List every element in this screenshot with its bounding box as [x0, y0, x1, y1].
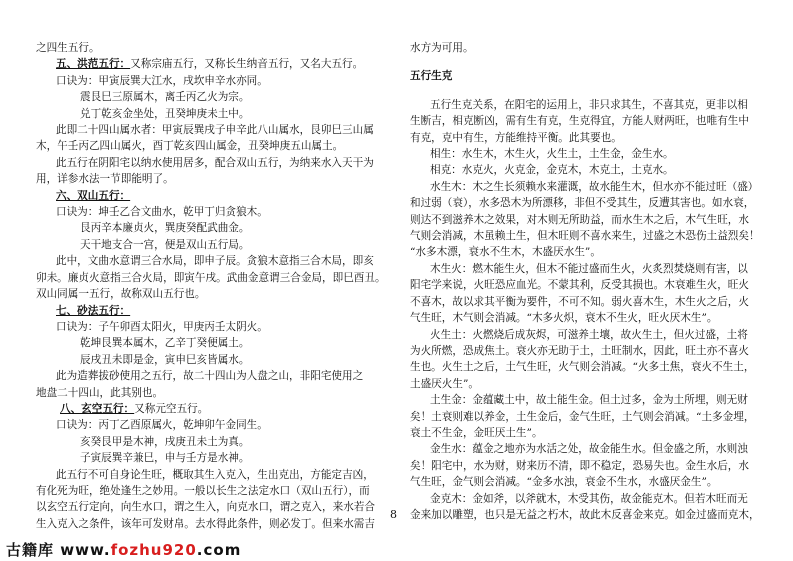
right-column: [410, 40, 768, 523]
right-text-line: 矣！土衰则难以养金，土生金后，金气生旺，土气则会消减。“土多金埋，: [410, 410, 755, 423]
left-text-line: 有化死为旺，绝处逢生之妙用。一般以长生之法定水口（双山五行），而: [36, 484, 370, 497]
left-text-line: 此即二十四山属水者：甲寅辰巽戌子申辛此八山属水，艮卯巳三山属: [56, 124, 374, 137]
section-heading: 六、双山五行：: [56, 189, 131, 202]
right-text-line: 矣！阳宅中，水为财，财来历不清，即不稳定，恐易失也。金生水后，水: [410, 459, 749, 472]
section-heading: 五、洪范五行：: [56, 58, 131, 71]
left-text-line: 此为造葬拔砂使用之五行，故二十四山为人盘之山，非阳宅使用之: [56, 370, 364, 383]
right-text-line: 气生旺，金气则会消减。“金多水浊，衰金不生水，水盛厌金生”。: [410, 476, 718, 489]
right-text-line: 水生木：木之生长须赖水来灌溉，故水能生木，但水亦不能过旺（盛）: [430, 180, 759, 193]
left-text-line: 生入克入之条件，该年可发财帛。去水得此条件，则必发丁。但来水需吉: [36, 517, 375, 530]
right-spacer: [410, 85, 768, 97]
right-text-line: 气则会消减，木虽赖土生，但木旺则不喜水来生，过盛之木恐伤土益烈矣！: [410, 230, 760, 243]
page-number: 8: [390, 508, 397, 521]
section-heading: 八、玄空五行：: [60, 402, 135, 415]
right-text-line: 木生火：燃木能生火，但木不能过盛而生火，火炙烈焚烧则有害，以: [430, 262, 748, 275]
left-text-line: 此五行在阴阳宅以纳水使用居多，配合双山五行，为纳来水入天干为: [56, 156, 374, 169]
footer-text: [6, 539, 241, 560]
right-text-line: 金生水：蕴金之地亦为水活之处，故金能生水。但金盛之所，水则浊: [430, 443, 748, 456]
footer-url-suffix: .com: [196, 541, 242, 559]
right-text-line: 生断吉，相克断凶，需有生有克，生克得宜，方能人财两旺，也唯有生中: [410, 115, 749, 128]
left-text-line: 此中，文曲水意谓三合水局，即申子辰。贪狼木意指三合木局，即亥: [56, 255, 374, 268]
section-heading: 七、砂法五行：: [56, 304, 131, 317]
right-text-line: 火生土：火燃烧后成灰烬，可滋养土壤，故火生土，但火过盛，土将: [430, 328, 748, 341]
right-text-line: 有克，克中有生，方能维持平衡。此其要也。: [410, 131, 622, 144]
right-text-line: 水方为可用。: [410, 42, 474, 54]
right-text-line: 金来加以雕塑，也只是无益之朽木，故此木反喜金来克。如金过盛而克木，: [410, 508, 760, 521]
left-text-line: 木，午壬丙乙四山属火，酉丁乾亥四山属金，丑癸坤庚五山属土。: [36, 140, 344, 153]
left-text-line: 以玄空五行定向，向生水口，谓之生入，向克水口，谓之克入，来水若合: [36, 501, 375, 514]
right-text-line: 和过弱（衰），水多恐木为所漂移，非但不受其生，反遭其害也。如水衰，: [410, 197, 755, 210]
left-text-line: 卯未。廉贞火意指三合火局，即寅午戌。武曲金意谓三合金局，即巳酉丑。: [36, 271, 386, 284]
section-heading: 五行生克: [410, 70, 453, 83]
section-heading-rest: 又称宗庙五行，又称长生纳音五行，又名大五行。: [130, 58, 364, 71]
right-text-line: 为火所燃，恐成焦土。衰火亦无助于土，土旺制水，因此，旺土亦不喜火: [410, 344, 749, 357]
left-text-line: 地盘二十四山，此其别也。: [36, 386, 164, 399]
left-text-line: 口诀为：甲寅辰巽大江水，戌坎申辛水亦同。: [56, 74, 268, 87]
left-text-line: 口诀为：子午卯酉太阳火，甲庚丙壬太阴火。: [56, 320, 268, 333]
right-spacer: [410, 56, 768, 68]
right-text-line: “水多木漂，衰水不生木，木盛厌水生”。: [410, 246, 601, 259]
left-text-line: 天干地支合一宫，便是双山五行局。: [80, 238, 250, 251]
right-text-line: 气生旺，木气则会消减。“木多火炽，衰木不生火，旺火厌木生”。: [410, 312, 718, 325]
right-text-line: 衰土不生金，金旺厌土生”。: [410, 426, 543, 439]
right-text-line: 金克木：金如斧，以斧就木，木受其伤，故金能克木。但若木旺而无: [430, 492, 748, 505]
left-text-line: [36, 401, 398, 417]
right-text-line: 生也。火生土之后，土气生旺，火气则会消减。“火多土焦，衰火不生土，: [410, 361, 755, 374]
left-text-line: 子寅辰巽辛兼巳，申与壬方是水神。: [80, 452, 250, 465]
left-text-line: 口诀为：坤壬乙合文曲水，乾甲丁归贪狼木。: [56, 206, 268, 219]
right-text-line: [410, 68, 768, 84]
left-column: [36, 40, 398, 532]
left-text-line: 之四生五行。: [36, 42, 100, 54]
section-heading-rest: 又称元空五行。: [134, 402, 209, 415]
right-text-line: 五行生克关系，在阳宅的运用上，非只求其生，不喜其克，更非以相: [430, 98, 748, 111]
left-text-line: 辰戌丑未即是金，寅申巳亥皆属水。: [80, 353, 250, 366]
right-text-line: 阳宅学来说，火旺恐应血光。不蒙其利，反受其损也。木衰难生火，旺火: [410, 279, 749, 292]
left-text-line: 亥癸艮甲是木神，戌庚丑未土为真。: [80, 435, 250, 448]
right-text-line: 则达不到滋养木之效果，对木则无所助益，而水生木之后，木气生旺，水: [410, 213, 749, 226]
right-text-line: 土盛厌火生”。: [410, 377, 479, 390]
right-text-line: 土生金：金蕴藏土中，故土能生金。但土过多，金为土所埋，则无财: [430, 394, 748, 407]
left-text-line: 乾坤艮巽本属木，乙辛丁癸便属土。: [80, 337, 250, 350]
left-text-line: 兑丁乾亥金坐处，丑癸坤庚未土中。: [80, 107, 250, 120]
left-text-line: [36, 56, 398, 72]
left-text-line: [36, 303, 398, 319]
left-text-line: 口诀为：丙丁乙酉原属火，乾坤卯午金同生。: [56, 419, 268, 432]
left-text-line: 艮丙辛本廉贞火，巽庚癸配武曲金。: [80, 222, 250, 235]
right-text-line: 相克：水克火，火克金，金克木，木克土，土克水。: [430, 164, 674, 177]
right-text-line: 不喜木，故以求其平衡为要件，不可不知。弱火喜木生，木生火之后，火: [410, 295, 749, 308]
footer-url-prefix: www.: [60, 541, 111, 559]
left-text-line: 用，详参水法一节即能明了。: [36, 173, 174, 186]
left-text-line: 此五行不可自身论生旺，概取其生入克入，生出克出，方能定吉凶，: [56, 468, 374, 481]
left-text-line: 双山同属一五行，故称双山五行也。: [36, 288, 206, 301]
footer-brand: 古籍库: [6, 541, 55, 559]
right-text-line: 相生：水生木，木生火，火生土，土生金，金生水。: [430, 148, 674, 161]
footer-url-red: fozhu920: [110, 541, 197, 559]
left-text-line: [36, 188, 398, 204]
left-text-line: 震艮巳三原属木，离壬丙乙火为宗。: [80, 91, 250, 104]
footer-watermark: [0, 537, 793, 561]
